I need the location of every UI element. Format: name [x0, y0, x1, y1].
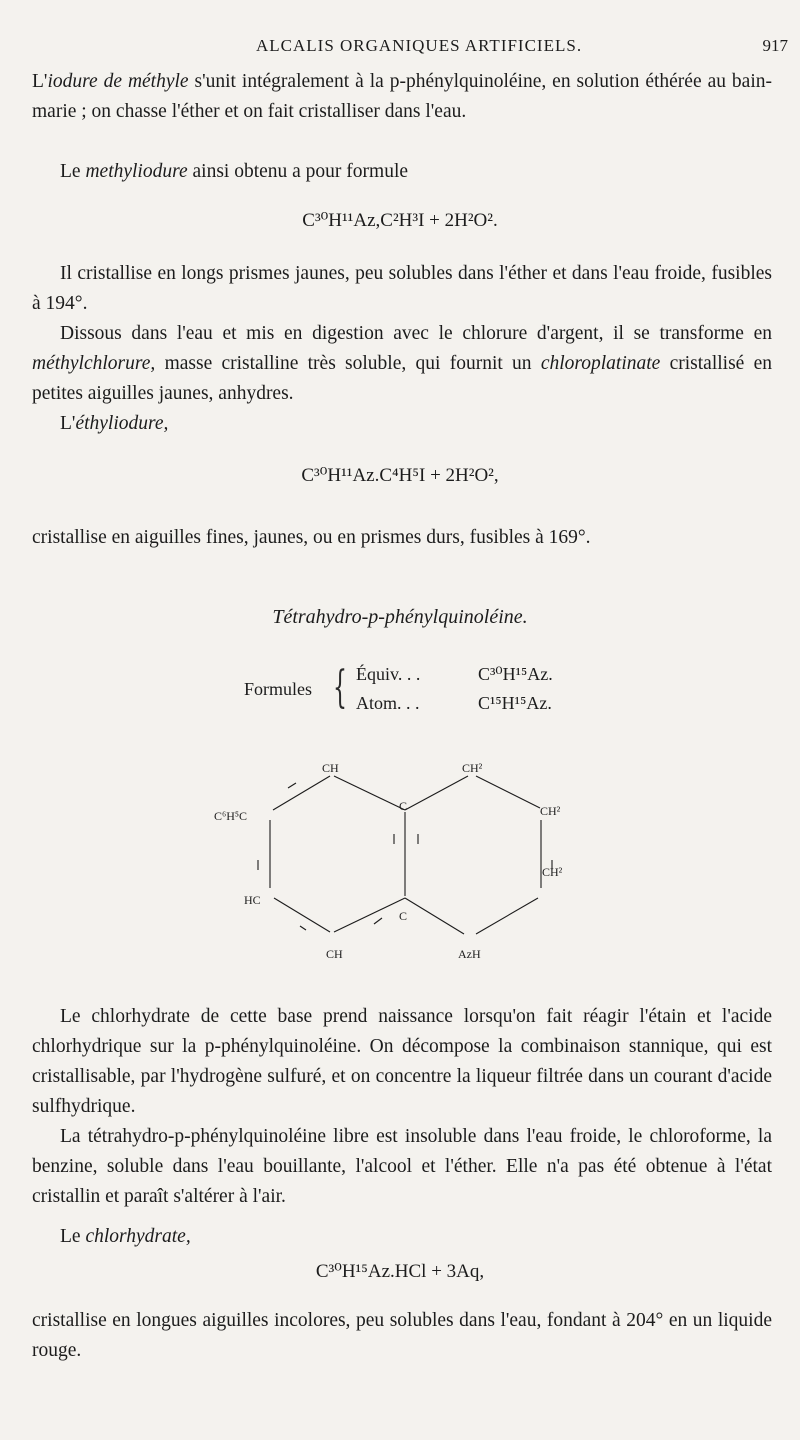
bond-ch-c	[334, 776, 405, 810]
label-azh: AzH	[458, 947, 481, 961]
brace-icon: {	[333, 662, 347, 713]
formula-chlorhydrate: C³⁰H¹⁵Az.HCl + 3Aq,	[315, 1261, 485, 1282]
paragraph-chlorhydrate-base: Le chlorhydrate de cette base prend naissance lorsqu'on fait réagir l'étain et l'acide chlorhydrique sur la p-phénylquinoléine. On décompose la combinaison stannique, qui est cristallisable, par l'hydrogène sulfuré, et on concentre la liqueur filtrée dans un courant d'acide sulfhydrique.	[32, 1006, 772, 1117]
paragraph-base-libre: La tétrahydro-p-phénylquinoléine libre est insoluble dans l'eau froide, le chloroforme, la benzine, soluble dans l'eau bouillante, l'alcool et l'éther. Elle n'a pas été obtenue à l'état cristallin et paraît s'altérer à l'air.	[32, 1126, 772, 1207]
label-ch-bottom: CH	[326, 947, 343, 961]
running-header	[0, 36, 800, 60]
bond-ch-c6h5c	[273, 776, 330, 810]
running-title: ALCALIS ORGANIQUES ARTIFICIELS.	[256, 36, 583, 55]
paragraph-methyliodure: Le methyliodure ainsi obtenu a pour formule	[60, 161, 409, 182]
bond-ch2-azh	[476, 898, 538, 934]
section-title: Tétrahydro-p-phénylquinoléine.	[272, 606, 528, 628]
double-bond-mark	[374, 918, 382, 924]
label-c-lower: C	[399, 909, 408, 923]
formules-block	[244, 664, 584, 720]
label-ch2-right: CH²	[540, 804, 561, 818]
paragraph-aiguilles-fines: cristallise en aiguilles fines, jaunes, ou en prismes durs, fusibles à 169°.	[32, 527, 591, 548]
double-bond-mark	[288, 783, 296, 788]
label-ch2-top: CH²	[462, 761, 483, 775]
label-ch2-lower: CH²	[542, 865, 563, 879]
equiv-formula: C³⁰H¹⁵Az.	[478, 664, 553, 684]
atom-formula: C¹⁵H¹⁵Az.	[478, 693, 552, 713]
double-bond-mark	[300, 926, 306, 930]
formula-ethyliodure: C³⁰H¹¹Az.C⁴H⁵I + 2H²O²,	[301, 465, 499, 486]
paragraph-cristallise: Il cristallise en longs prismes jaunes, peu solubles dans l'éther et dans l'eau froide, fusibles à 194°.	[32, 263, 772, 314]
label-c-upper: C	[399, 799, 408, 813]
formula-methyliodure: C³⁰H¹¹Az,C²H³I + 2H²O².	[302, 210, 498, 231]
paragraph-iodure: L'iodure de méthyle s'unit intégralement à la p-phénylquinoléine, en solution éthérée au bain-marie ; on chasse l'éther et on fait cristalliser dans l'eau.	[32, 71, 772, 122]
paragraph-dissous: Dissous dans l'eau et mis en digestion avec le chlorure d'argent, il se transforme en méthylchlorure, masse cristalline très soluble, qui fournit un chloroplatinate cristallisé en petites aiguilles jaunes, anhydres.	[32, 323, 772, 404]
atom-label: Atom. . .	[356, 693, 420, 713]
equiv-label: Équiv. . .	[356, 664, 421, 684]
bond-ch-c-lower	[334, 898, 408, 932]
paragraph-chlorhydrate: Le chlorhydrate,	[60, 1226, 191, 1247]
bond-c-azh	[405, 898, 464, 934]
formules-label: Formules	[244, 679, 313, 699]
page-number: 917	[762, 36, 788, 55]
label-ch-top: CH	[322, 761, 339, 775]
paragraph-aiguilles-incolores: cristallise en longues aiguilles incolores, peu solubles dans l'eau, fondant à 204° en un liquide rouge.	[32, 1310, 772, 1361]
bond-ch2-ch2	[476, 776, 540, 808]
label-hc: HC	[244, 893, 261, 907]
bond-c-ch2	[405, 776, 468, 810]
label-c6h5c: C⁶H⁵C	[214, 809, 248, 823]
paragraph-ethyliodure: L'éthyliodure,	[60, 413, 169, 434]
structure-diagram	[200, 748, 600, 968]
